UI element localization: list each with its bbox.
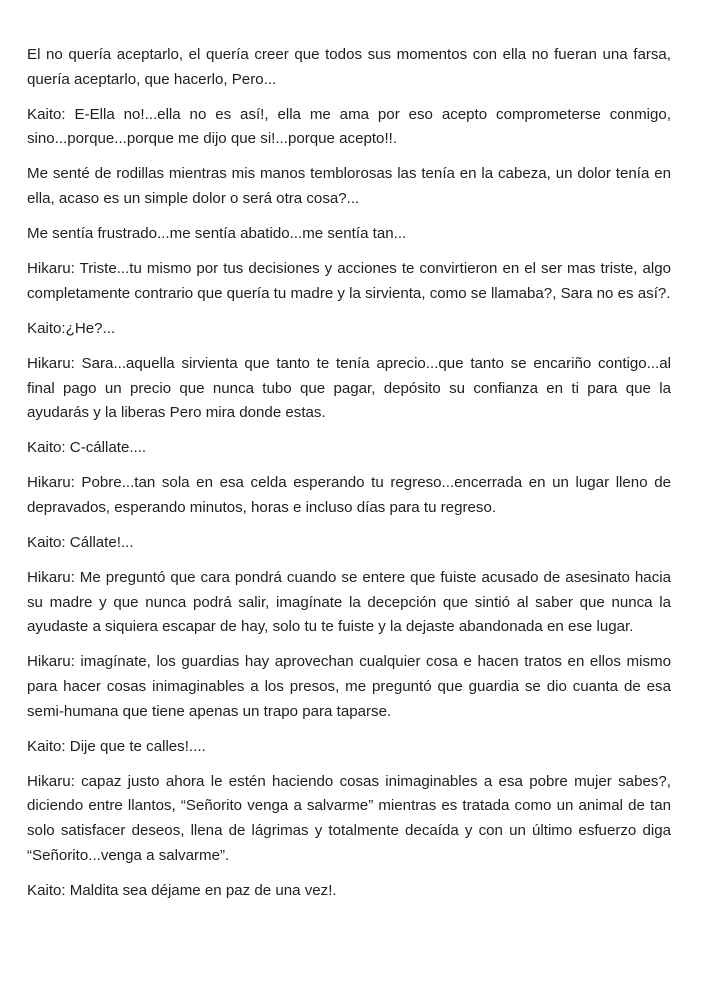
paragraph: Hikaru: Me preguntó que cara pondrá cuando se entere que fuiste acusado de asesinato hacia su madre y que nunca podrá salir, imagínate la decepción que sintió al saber que nunca la ayudaste a siquiera escapar de hay, solo tu te fuiste y la dejaste abandonada en ese lugar.: [27, 569, 671, 636]
paragraph: Kaito: Dije que te calles!....: [27, 737, 206, 755]
paragraph: Kaito: Cállate!...: [27, 534, 134, 551]
paragraph: Kaito: Maldita sea déjame en paz de una vez!.: [27, 881, 337, 899]
paragraph: Me senté de rodillas mientras mis manos temblorosas las tenía en la cabeza, un dolor tenía en ella, acaso es un simple dolor o será otra cosa?...: [27, 165, 671, 207]
paragraph: Hikaru: imagínate, los guardias hay aprovechan cualquier cosa e hacen tratos en ellos mismo para hacer cosas inimaginables a los presos, me preguntó que guardia se dio cuanta de esa semi-humana que tiene apenas un trapo para taparse.: [27, 653, 671, 720]
paragraph: Kaito: E-Ella no!...ella no es así!, ella me ama por eso acepto comprometerse conmigo, sino...porque...porque me dijo que si!...porque acepto!!.: [27, 105, 671, 148]
paragraph: Me sentía frustrado...me sentía abatido...me sentía tan...: [27, 225, 407, 243]
paragraph: Kaito: C-cállate....: [27, 439, 147, 457]
paragraph: Hikaru: Triste...tu mismo por tus decisiones y acciones te convirtieron en el ser mas triste, algo completamente contrario que quería tu madre y la sirvienta, como se llamaba?, Sara no es así?.: [27, 260, 671, 302]
document-body: [27, 43, 671, 914]
paragraph: Hikaru: capaz justo ahora le estén haciendo cosas inimaginables a esa pobre mujer sabes?, diciendo entre llantos, “Señorito venga a salvarme” mientras es tratada como un animal de tan solo satisfacer deseos, llena de lágrimas y totalmente decaída y con un último esfuerzo diga “Señorito...venga a salvarme”.: [27, 772, 671, 864]
paragraph: Hikaru: Sara...aquella sirvienta que tanto te tenía aprecio...que tanto se encariño contigo...al final pago un precio que nunca tubo que pagar, depósito su confianza en ti para que la ayudarás y la liberas Pero mira donde estas.: [27, 354, 671, 422]
paragraph: El no quería aceptarlo, el quería creer que todos sus momentos con ella no fueran una farsa, quería aceptarlo, que hacerlo, Pero...: [27, 46, 671, 88]
paragraph: Kaito:¿He?...: [27, 319, 116, 337]
paragraph: Hikaru: Pobre...tan sola en esa celda esperando tu regreso...encerrada en un lugar lleno de depravados, esperando minutos, horas e incluso días para tu regreso.: [27, 474, 671, 516]
